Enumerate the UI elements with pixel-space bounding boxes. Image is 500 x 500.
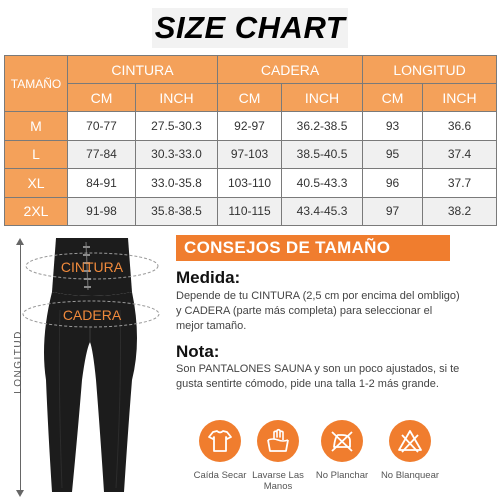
table-row bbox=[5, 197, 497, 226]
table-cell: 96 bbox=[363, 169, 423, 198]
table-cell: 38.5-40.5 bbox=[282, 140, 363, 169]
table-cell: 30.3-33.0 bbox=[136, 140, 218, 169]
table-cell: 91-98 bbox=[68, 197, 136, 226]
care-item bbox=[312, 420, 372, 500]
size-label: 2XL bbox=[5, 197, 68, 226]
leggings-figure bbox=[0, 230, 175, 500]
nota-text: Son PANTALONES SAUNA y son un poco ajustados, si te gusta sentirte cómodo, pide una talla 1-2 más grande. bbox=[176, 363, 460, 390]
table-cell: 97 bbox=[363, 197, 423, 226]
care-label: No Planchar bbox=[315, 470, 369, 481]
care-label: Lavarse Las Manos bbox=[252, 470, 304, 492]
table-cell: 33.0-35.8 bbox=[136, 169, 218, 198]
medida-text: Depende de tu CINTURA (2,5 cm por encima del ombligo) y CADERA (parte más completa) para seleccionar el mejor tamaño. bbox=[176, 290, 460, 332]
header-unit: CM bbox=[218, 84, 282, 112]
hip-label: CADERA bbox=[62, 307, 122, 323]
care-label: Caída Secar bbox=[193, 470, 247, 481]
care-item bbox=[380, 420, 440, 500]
table-cell: 97-103 bbox=[218, 140, 282, 169]
table-cell: 95 bbox=[363, 140, 423, 169]
table-cell: 37.4 bbox=[423, 140, 497, 169]
length-label: LONGITUD bbox=[13, 330, 24, 394]
table-cell: 38.2 bbox=[423, 197, 497, 226]
hand-wash-icon bbox=[257, 420, 299, 462]
tips-title: CONSEJOS DE TAMAÑO bbox=[176, 235, 450, 261]
care-item bbox=[248, 420, 308, 500]
size-label: XL bbox=[5, 169, 68, 198]
no-iron-icon bbox=[321, 420, 363, 462]
table-cell: 43.4-45.3 bbox=[282, 197, 363, 226]
header-longitud: LONGITUD bbox=[363, 56, 497, 84]
table-cell: 35.8-38.5 bbox=[136, 197, 218, 226]
table-unit-header-row bbox=[5, 84, 497, 112]
header-unit: INCH bbox=[282, 84, 363, 112]
page-title: SIZE CHART bbox=[154, 10, 346, 45]
header-unit: INCH bbox=[423, 84, 497, 112]
table-cell: 92-97 bbox=[218, 112, 282, 141]
header-cintura: CINTURA bbox=[68, 56, 218, 84]
no-bleach-icon bbox=[389, 420, 431, 462]
nota-heading: Nota: bbox=[176, 342, 220, 361]
header-unit: CM bbox=[363, 84, 423, 112]
table-cell: 77-84 bbox=[68, 140, 136, 169]
care-item bbox=[190, 420, 250, 500]
care-label: No Blanquear bbox=[380, 470, 440, 481]
table-cell: 93 bbox=[363, 112, 423, 141]
table-cell: 70-77 bbox=[68, 112, 136, 141]
table-cell: 36.2-38.5 bbox=[282, 112, 363, 141]
header-cadera: CADERA bbox=[218, 56, 363, 84]
table-row bbox=[5, 169, 497, 198]
table-cell: 84-91 bbox=[68, 169, 136, 198]
header-unit: CM bbox=[68, 84, 136, 112]
table-cell: 103-110 bbox=[218, 169, 282, 198]
table-cell: 110-115 bbox=[218, 197, 282, 226]
header-size: TAMAÑO bbox=[5, 56, 68, 112]
table-row bbox=[5, 140, 497, 169]
table-row bbox=[5, 112, 497, 141]
size-label: L bbox=[5, 140, 68, 169]
table-group-header-row bbox=[5, 56, 497, 84]
waist-label: CINTURA bbox=[60, 259, 124, 275]
table-cell: 40.5-43.3 bbox=[282, 169, 363, 198]
size-label: M bbox=[5, 112, 68, 141]
header-unit: INCH bbox=[136, 84, 218, 112]
medida-heading: Medida: bbox=[176, 268, 241, 287]
tumble-dry-icon bbox=[199, 420, 241, 462]
table-cell: 36.6 bbox=[423, 112, 497, 141]
table-cell: 37.7 bbox=[423, 169, 497, 198]
size-table bbox=[4, 55, 497, 226]
table-cell: 27.5-30.3 bbox=[136, 112, 218, 141]
